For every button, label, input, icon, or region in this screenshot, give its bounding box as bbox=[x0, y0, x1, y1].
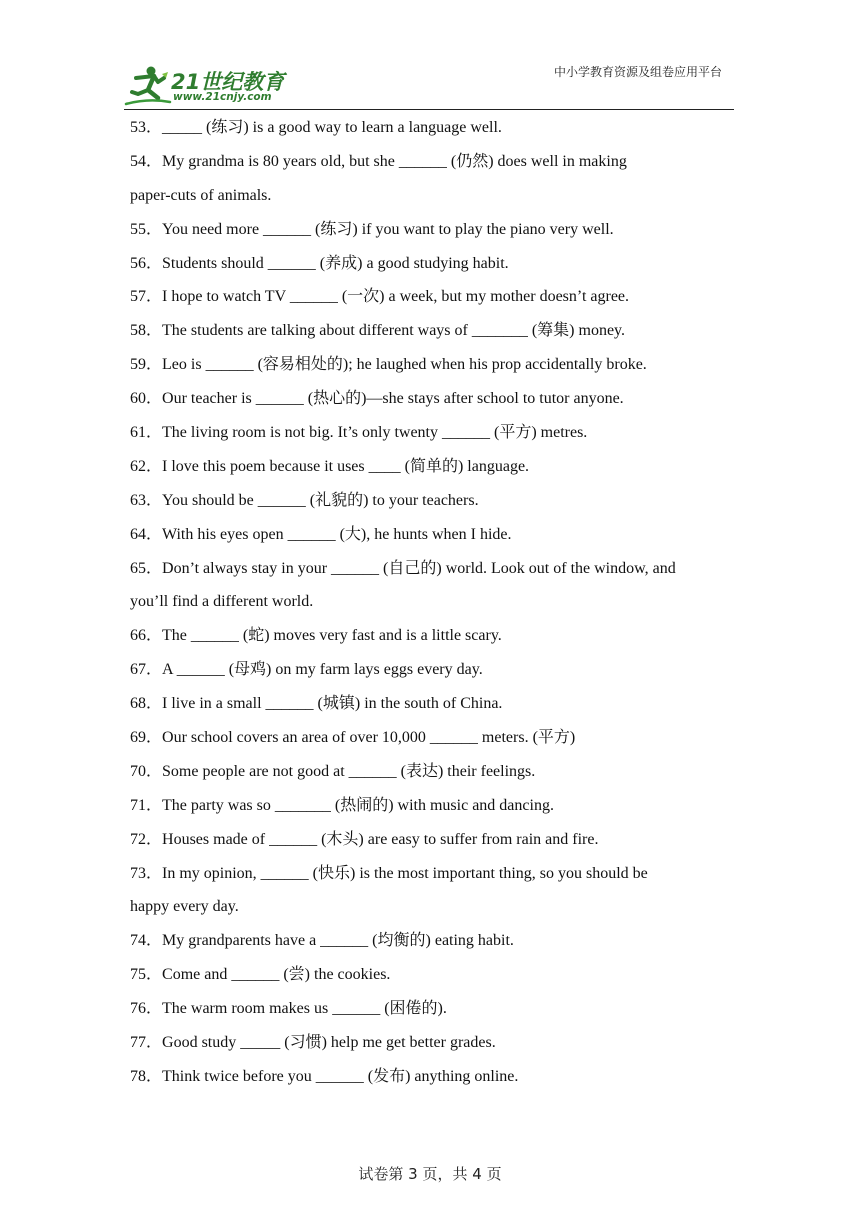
question-number: 55． bbox=[130, 220, 163, 238]
question-number: 66． bbox=[130, 627, 163, 645]
question-line bbox=[130, 896, 730, 930]
question-text: I love this poem because it uses ____ (简单的) language. bbox=[162, 457, 530, 475]
question-line bbox=[130, 964, 730, 998]
question-text: paper-cuts of animals. bbox=[130, 186, 272, 204]
question-text: My grandma is 80 years old, but she ______ (仍然) does well in making bbox=[162, 152, 627, 170]
question-line bbox=[130, 930, 730, 964]
question-text: Students should ______ (养成) a good studying habit. bbox=[162, 254, 509, 272]
question-line bbox=[130, 117, 730, 151]
question-text: You need more ______ (练习) if you want to play the piano very well. bbox=[162, 220, 614, 238]
question-number: 72． bbox=[130, 830, 163, 848]
question-text: A ______ (母鸡) on my farm lays eggs every day. bbox=[162, 661, 483, 679]
question-text: I live in a small ______ (城镇) in the south of China. bbox=[162, 695, 503, 713]
question-number: 70． bbox=[130, 762, 163, 780]
question-line bbox=[130, 524, 730, 558]
question-line bbox=[130, 1032, 730, 1066]
question-line bbox=[130, 998, 730, 1032]
question-number: 77． bbox=[130, 1034, 163, 1052]
question-line bbox=[130, 253, 730, 287]
question-text: Come and ______ (尝) the cookies. bbox=[162, 966, 391, 984]
question-text: happy every day. bbox=[130, 898, 239, 916]
question-text: You should be ______ (礼貌的) to your teachers. bbox=[162, 491, 479, 509]
question-number: 63． bbox=[130, 491, 163, 509]
question-number: 59． bbox=[130, 356, 163, 374]
question-text: The students are talking about different ways of _______ (筹集) money. bbox=[162, 322, 626, 340]
question-text: Think twice before you ______ (发布) anything online. bbox=[162, 1067, 519, 1085]
question-number: 64． bbox=[130, 525, 163, 543]
question-line bbox=[130, 761, 730, 795]
question-number: 78． bbox=[130, 1067, 163, 1085]
question-number: 74． bbox=[130, 932, 163, 950]
question-number: 65． bbox=[130, 559, 163, 577]
question-line bbox=[130, 795, 730, 829]
question-number: 60． bbox=[130, 390, 163, 408]
question-text: Houses made of ______ (木头) are easy to suffer from rain and fire. bbox=[162, 830, 599, 848]
question-text: Some people are not good at ______ (表达) their feelings. bbox=[162, 762, 536, 780]
question-line bbox=[130, 151, 730, 185]
question-number: 61． bbox=[130, 424, 163, 442]
question-text: With his eyes open ______ (大), he hunts when I hide. bbox=[162, 525, 512, 543]
question-number: 69． bbox=[130, 729, 163, 747]
question-number: 71． bbox=[130, 796, 163, 814]
question-line bbox=[130, 693, 730, 727]
question-text: Our teacher is ______ (热心的)—she stays after school to tutor anyone. bbox=[162, 390, 624, 408]
question-text: Good study _____ (习惯) help me get better grades. bbox=[162, 1034, 496, 1052]
question-line bbox=[130, 219, 730, 253]
question-number: 53． bbox=[130, 119, 163, 136]
platform-name: 中小学教育资源及组卷应用平台 bbox=[553, 65, 722, 79]
logo bbox=[124, 64, 289, 108]
question-number: 75． bbox=[130, 966, 163, 984]
question-line bbox=[130, 591, 730, 625]
question-text: I hope to watch TV ______ (一次) a week, but my mother doesn’t agree. bbox=[162, 288, 630, 306]
question-number: 73． bbox=[130, 864, 163, 882]
question-number: 57． bbox=[130, 288, 163, 306]
question-line bbox=[130, 727, 730, 761]
question-line bbox=[130, 320, 730, 354]
question-line bbox=[130, 829, 730, 863]
page-footer: 试卷第 3 页，共 4 页 bbox=[358, 1165, 502, 1183]
question-number: 58． bbox=[130, 322, 163, 340]
question-list bbox=[130, 117, 730, 1100]
logo-text: 21世纪教育 bbox=[171, 70, 285, 94]
question-line bbox=[130, 625, 730, 659]
question-line bbox=[130, 456, 730, 490]
question-text: In my opinion, ______ (快乐) is the most important thing, so you should be bbox=[162, 864, 648, 882]
question-number: 56． bbox=[130, 254, 163, 272]
question-line bbox=[130, 659, 730, 693]
header-divider bbox=[124, 109, 734, 110]
question-line bbox=[130, 490, 730, 524]
question-text: Don’t always stay in your ______ (自己的) world. Look out of the window, and bbox=[162, 559, 676, 577]
question-text: The ______ (蛇) moves very fast and is a little scary. bbox=[162, 627, 502, 645]
question-text: Leo is ______ (容易相处的); he laughed when his prop accidentally broke. bbox=[162, 356, 647, 374]
question-line bbox=[130, 422, 730, 456]
question-text: Our school covers an area of over 10,000 ______ meters. (平方) bbox=[162, 729, 576, 747]
question-number: 76． bbox=[130, 1000, 163, 1018]
question-line bbox=[130, 863, 730, 897]
page-header bbox=[124, 60, 734, 110]
question-number: 54． bbox=[130, 152, 163, 170]
question-line bbox=[130, 185, 730, 219]
question-line bbox=[130, 354, 730, 388]
question-text: you’ll find a different world. bbox=[130, 593, 314, 611]
question-number: 62． bbox=[130, 457, 163, 475]
question-line bbox=[130, 1066, 730, 1100]
question-number: 67． bbox=[130, 661, 163, 679]
runner-logo-icon bbox=[124, 64, 172, 108]
question-line bbox=[130, 286, 730, 320]
question-line bbox=[130, 388, 730, 422]
question-text: My grandparents have a ______ (均衡的) eating habit. bbox=[162, 932, 514, 950]
logo-url: www.21cnjy.com bbox=[173, 91, 272, 103]
question-text: The living room is not big. It’s only twenty ______ (平方) metres. bbox=[162, 424, 588, 442]
question-line bbox=[130, 558, 730, 592]
question-text: The party was so _______ (热闹的) with music and dancing. bbox=[162, 796, 554, 814]
question-number: 68． bbox=[130, 695, 163, 713]
question-text: _____ (练习) is a good way to learn a language well. bbox=[162, 119, 502, 136]
question-text: The warm room makes us ______ (困倦的). bbox=[162, 1000, 447, 1018]
